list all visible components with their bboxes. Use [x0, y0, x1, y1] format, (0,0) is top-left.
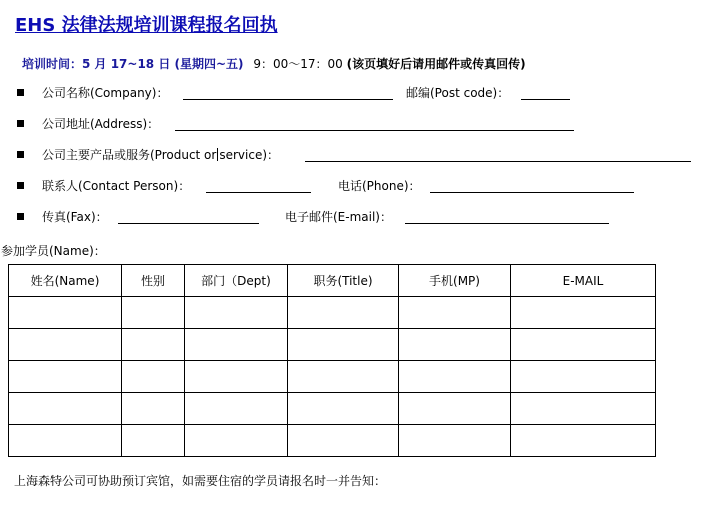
table-cell[interactable]	[122, 329, 185, 361]
table-header-row	[9, 265, 656, 297]
table-cell[interactable]	[288, 425, 399, 457]
attendees-table	[8, 264, 656, 457]
address-label: 公司地址(Address)：	[42, 117, 160, 131]
header-name: 姓名(Name)	[9, 265, 122, 297]
postcode-field[interactable]	[521, 86, 570, 100]
table-cell[interactable]	[9, 393, 122, 425]
email-label: 电子邮件(E-mail)：	[285, 210, 392, 224]
fax-field[interactable]	[118, 210, 259, 224]
product-label	[42, 146, 279, 163]
contact-label: 联系人(Contact Person)：	[42, 179, 191, 193]
table-cell[interactable]	[288, 297, 399, 329]
table-cell[interactable]	[399, 329, 511, 361]
table-cell[interactable]	[9, 361, 122, 393]
header-title: 职务(Title)	[288, 265, 399, 297]
square-bullet-icon	[17, 182, 24, 189]
training-date: 培训时间：5 月 17~18 日 (星期四~五)	[22, 57, 244, 71]
product-label-part-a: 公司主要产品或服务(Product or	[42, 148, 217, 162]
attendees-label: 参加学员(Name)：	[1, 244, 106, 258]
company-field[interactable]	[183, 86, 393, 100]
square-bullet-icon	[17, 89, 24, 96]
table-cell[interactable]	[399, 393, 511, 425]
table-cell[interactable]	[122, 393, 185, 425]
phone-field[interactable]	[430, 179, 634, 193]
company-label: 公司名称(Company)：	[42, 86, 169, 100]
table-cell[interactable]	[185, 329, 288, 361]
square-bullet-icon	[17, 213, 24, 220]
product-label-part-b: service)：	[219, 148, 280, 162]
table-cell[interactable]	[288, 393, 399, 425]
postcode-label: 邮编(Post code)：	[406, 86, 510, 100]
table-cell[interactable]	[9, 297, 122, 329]
table-cell[interactable]	[288, 329, 399, 361]
table-cell[interactable]	[122, 297, 185, 329]
contact-field[interactable]	[206, 179, 311, 193]
table-cell[interactable]	[288, 361, 399, 393]
header-mobile: 手机(MP)	[399, 265, 511, 297]
table-cell[interactable]	[511, 297, 656, 329]
table-cell[interactable]	[399, 425, 511, 457]
table-cell[interactable]	[511, 393, 656, 425]
table-cell[interactable]	[511, 361, 656, 393]
attendees-table-body	[9, 297, 656, 457]
return-instruction: (该页填好后请用邮件或传真回传)	[346, 57, 526, 71]
table-cell[interactable]	[9, 425, 122, 457]
square-bullet-icon	[17, 120, 24, 127]
table-cell[interactable]	[185, 361, 288, 393]
table-row	[9, 393, 656, 425]
table-row	[9, 297, 656, 329]
training-time: 9：00～17：00	[253, 57, 343, 71]
product-field[interactable]	[305, 148, 691, 162]
table-cell[interactable]	[185, 425, 288, 457]
table-cell[interactable]	[511, 329, 656, 361]
email-field[interactable]	[405, 210, 609, 224]
square-bullet-icon	[17, 151, 24, 158]
fax-label: 传真(Fax)：	[42, 210, 108, 224]
form-title: EHS 法律法规培训课程报名回执	[15, 15, 278, 36]
phone-label: 电话(Phone)：	[338, 179, 421, 193]
header-gender: 性别	[122, 265, 185, 297]
table-cell[interactable]	[122, 361, 185, 393]
hotel-note: 上海森特公司可协助预订宾馆，如需要住宿的学员请报名时一并告知：	[14, 474, 387, 488]
table-row	[9, 425, 656, 457]
address-field[interactable]	[175, 117, 574, 131]
table-cell[interactable]	[399, 361, 511, 393]
table-cell[interactable]	[185, 297, 288, 329]
header-dept: 部门（Dept)	[185, 265, 288, 297]
training-schedule	[22, 55, 526, 72]
table-cell[interactable]	[9, 329, 122, 361]
table-cell[interactable]	[511, 425, 656, 457]
table-row	[9, 361, 656, 393]
table-cell[interactable]	[122, 425, 185, 457]
table-cell[interactable]	[399, 297, 511, 329]
table-row	[9, 329, 656, 361]
table-cell[interactable]	[185, 393, 288, 425]
header-email: E-MAIL	[511, 265, 656, 297]
